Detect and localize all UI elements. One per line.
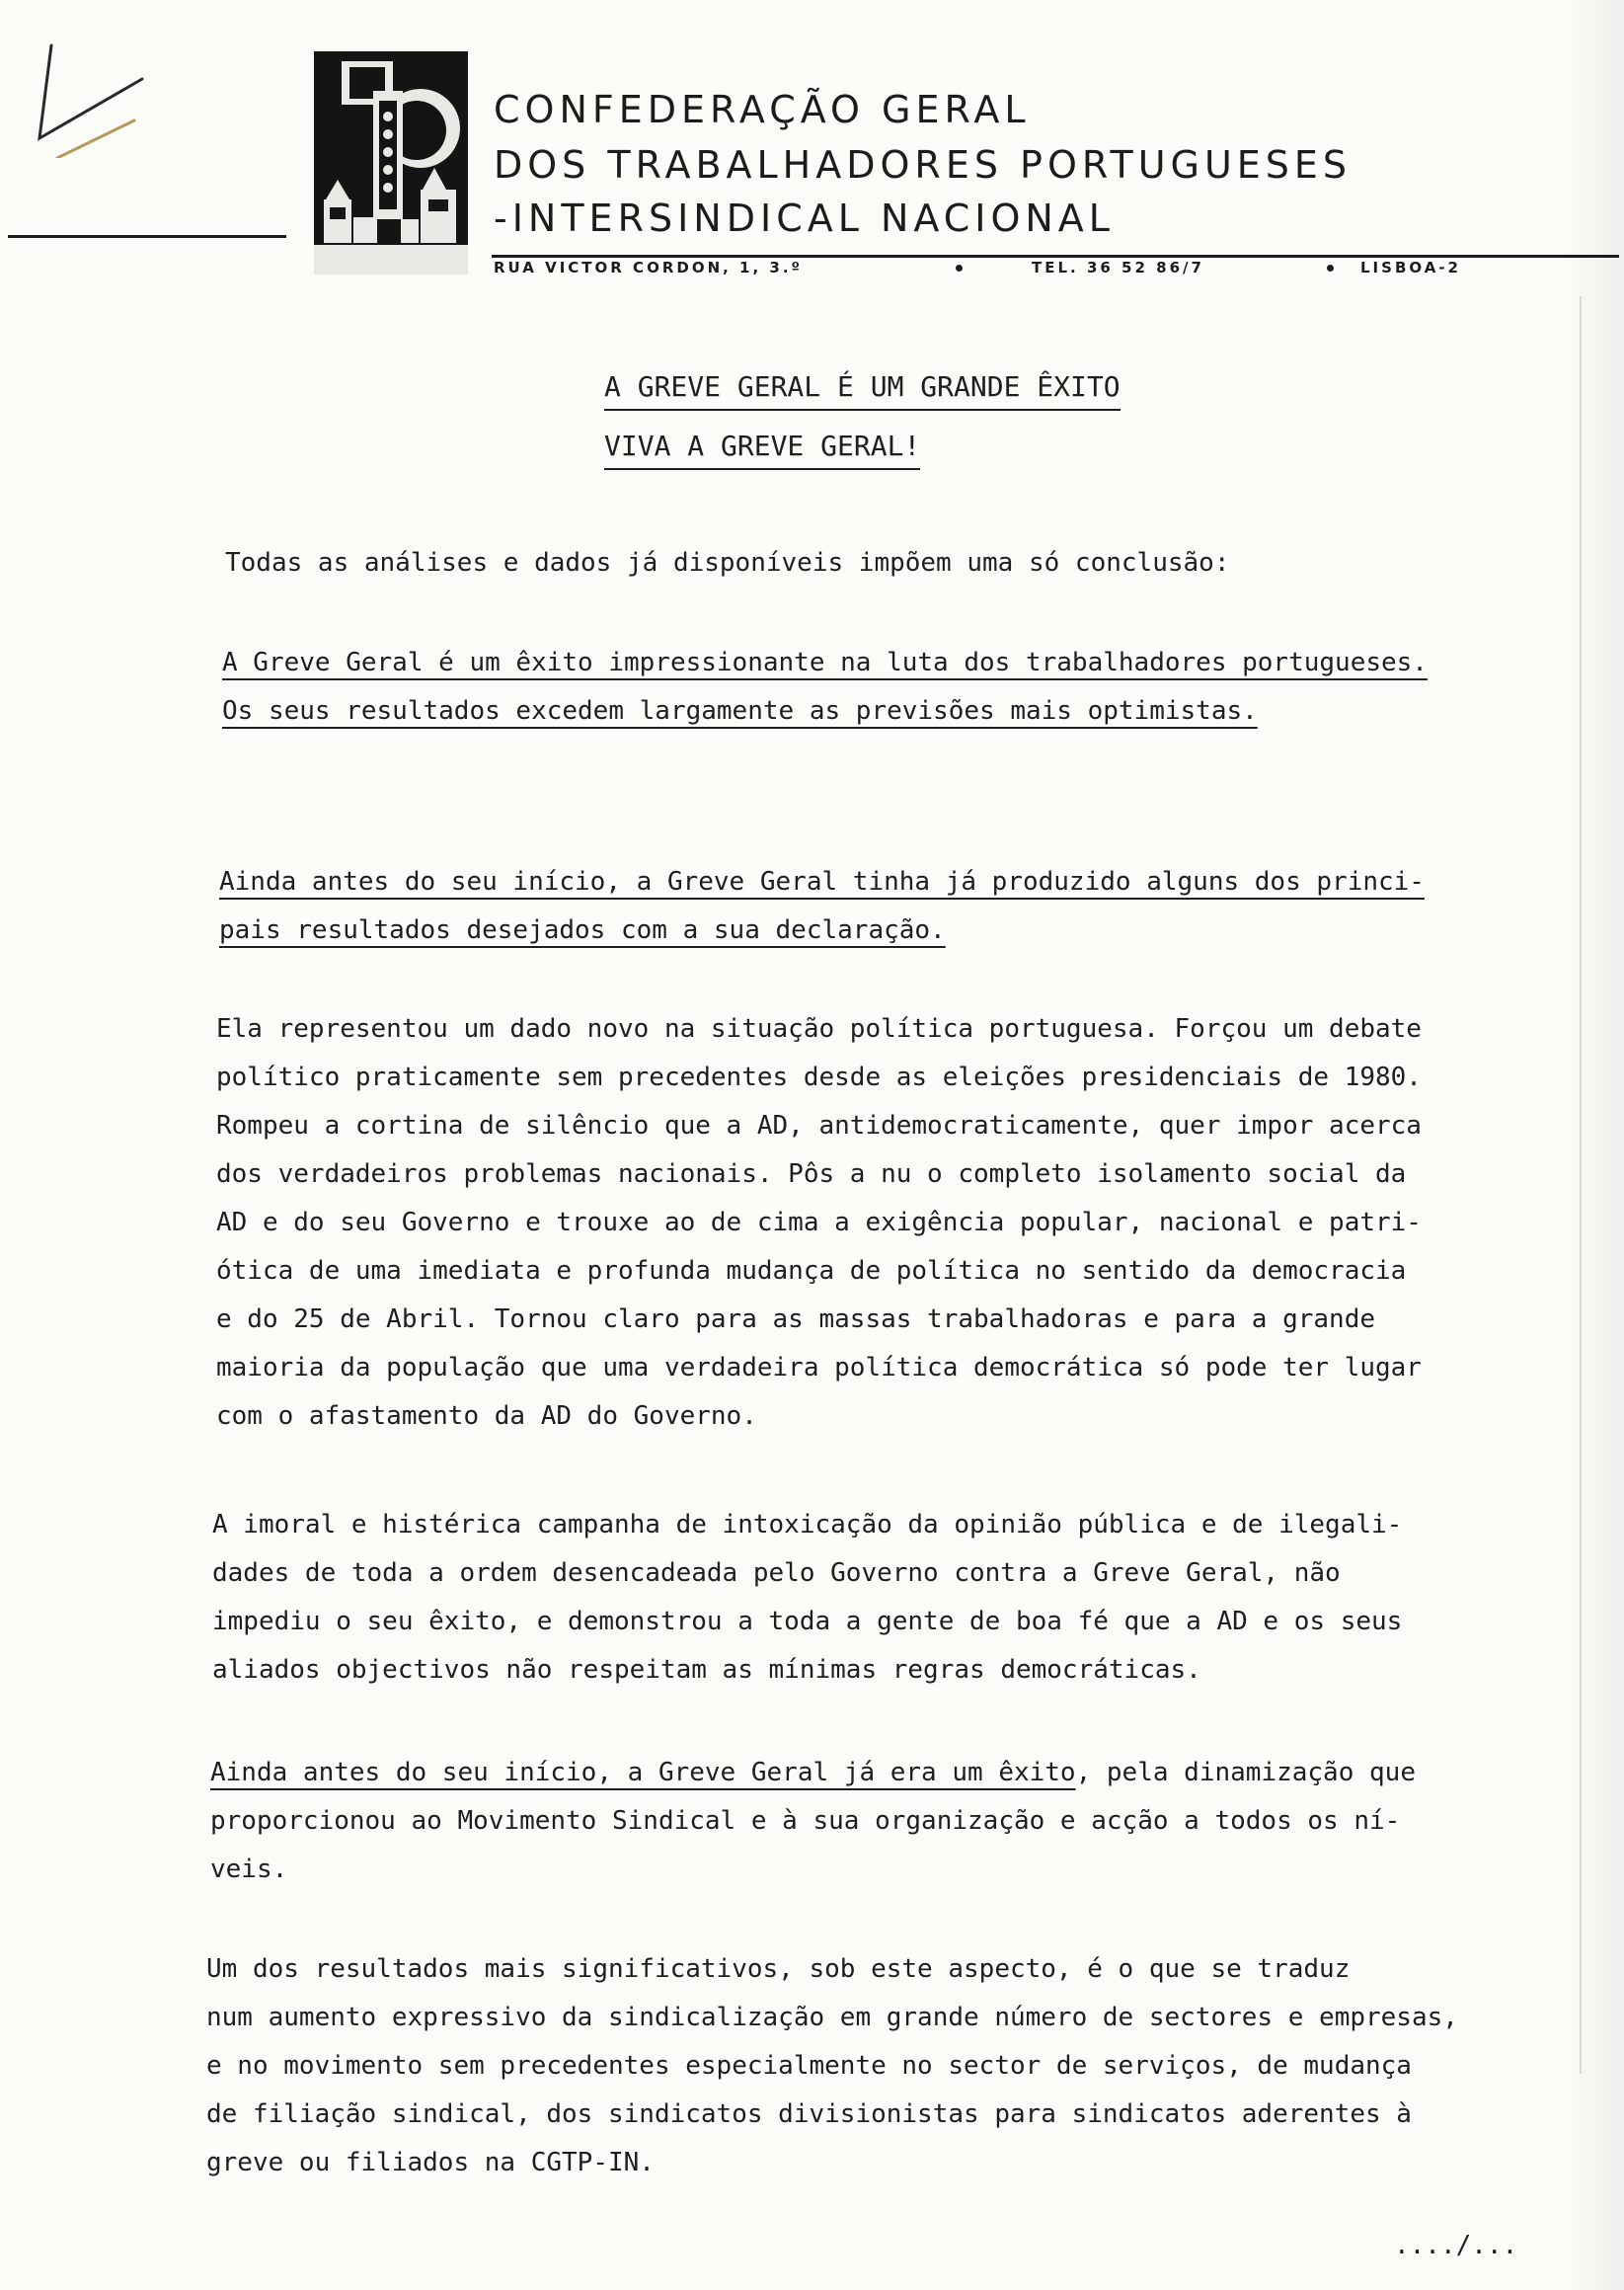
title-line-2: VIVA A GREVE GERAL! xyxy=(604,427,920,470)
handwritten-check-mark xyxy=(18,39,146,158)
org-name-line-2: DOS TRABALHADORES PORTUGUESES xyxy=(494,143,1353,187)
paragraph-1 xyxy=(222,639,1545,736)
paragraph-1-line: Os seus resultados excedem largamente as previsões mais optimistas. xyxy=(222,696,1258,726)
paragraph-6-line: num aumento expressivo da sindicalização em grande número de sectores e empresas, xyxy=(206,2003,1458,2032)
separator-dot xyxy=(1327,265,1334,272)
paragraph-6-line: de filiação sindical, dos sindicatos divisionistas para sindicatos aderentes à xyxy=(206,2099,1412,2129)
paragraph-3-line: Rompeu a cortina de silêncio que a AD, antidemocraticamente, quer impor acerca xyxy=(216,1111,1422,1141)
letterhead-rule-right xyxy=(492,255,1619,258)
org-name-line-3: -INTERSINDICAL NACIONAL xyxy=(494,197,1115,240)
paragraph-3-line: com o afastamento da AD do Governo. xyxy=(216,1401,757,1431)
paragraph-4-line: impediu o seu êxito, e demonstrou a toda a gente de boa fé que a AD e os seus xyxy=(212,1607,1403,1636)
city-text: LISBOA-2 xyxy=(1360,259,1461,276)
paragraph-4-line: A imoral e histérica campanha de intoxicação da opinião pública e de ilegali- xyxy=(212,1510,1403,1540)
paragraph-3-line: AD e do seu Governo e trouxe ao de cima a exigência popular, nacional e patri- xyxy=(216,1208,1422,1237)
paragraph-4-line: aliados objectivos não respeitam as mínimas regras democráticas. xyxy=(212,1655,1201,1685)
paragraph-3-line: e do 25 de Abril. Tornou claro para as massas trabalhadoras e para a grande xyxy=(216,1304,1375,1334)
paragraph-5-line: proporcionou ao Movimento Sindical e à sua organização e acção a todos os ní- xyxy=(210,1806,1401,1836)
paragraph-2 xyxy=(219,858,1542,955)
cgtp-logo xyxy=(314,51,468,275)
letterhead-rule-left xyxy=(8,235,286,238)
paragraph-1-line: A Greve Geral é um êxito impressionante na luta dos trabalhadores portugueses. xyxy=(222,648,1428,677)
paragraph-3-line: Ela representou um dado novo na situação política portuguesa. Forçou um debate xyxy=(216,1014,1422,1044)
paragraph-6 xyxy=(206,1945,1529,2187)
continuation-mark: ..../... xyxy=(1394,2231,1518,2260)
telephone-text: TEL. 36 52 86/7 xyxy=(1032,259,1204,276)
paragraph-3 xyxy=(216,1005,1539,1441)
org-name-line-1: CONFEDERAÇÃO GERAL xyxy=(494,88,1031,131)
paragraph-6-line: Um dos resultados mais significativos, sob este aspecto, é o que se traduz xyxy=(206,1954,1351,1984)
paragraph-3-line: dos verdadeiros problemas nacionais. Pôs a nu o completo isolamento social da xyxy=(216,1159,1407,1189)
intro-line: Todas as análises e dados já disponíveis impõem uma só conclusão: xyxy=(225,548,1230,578)
separator-dot xyxy=(956,265,963,272)
page-edge-line xyxy=(1580,296,1582,2074)
address-text: RUA VICTOR CORDON, 1, 3.º xyxy=(494,259,803,276)
paragraph-3-line: maioria da população que uma verdadeira política democrática só pode ter lugar xyxy=(216,1353,1422,1382)
page-edge-shadow xyxy=(1565,0,1624,2290)
paragraph-6-line: greve ou filiados na CGTP-IN. xyxy=(206,2148,655,2177)
paragraph-3-line: ótica de uma imediata e profunda mudança de política no sentido da democracia xyxy=(216,1256,1407,1286)
paragraph-5 xyxy=(210,1749,1533,1894)
paragraph-5-line: veis. xyxy=(210,1855,288,1884)
document-title xyxy=(604,367,1121,486)
title-line-1: A GREVE GERAL É UM GRANDE ÊXITO xyxy=(604,367,1121,411)
paragraph-5-line-rest: , pela dinamização que xyxy=(1075,1758,1416,1787)
paragraph-5-underlined: Ainda antes do seu início, a Greve Geral já era um êxito xyxy=(210,1758,1076,1787)
paragraph-2-line: Ainda antes do seu início, a Greve Geral tinha já produzido alguns dos princi- xyxy=(219,867,1425,897)
paragraph-4-line: dades de toda a ordem desencadeada pelo Governo contra a Greve Geral, não xyxy=(212,1558,1341,1588)
paragraph-3-line: político praticamente sem precedentes desde as eleições presidenciais de 1980. xyxy=(216,1063,1422,1092)
paragraph-4 xyxy=(212,1501,1535,1695)
paragraph-2-line: pais resultados desejados com a sua declaração. xyxy=(219,915,946,945)
paragraph-6-line: e no movimento sem precedentes especialmente no sector de serviços, de mudança xyxy=(206,2051,1412,2081)
intro-paragraph xyxy=(225,539,1548,588)
